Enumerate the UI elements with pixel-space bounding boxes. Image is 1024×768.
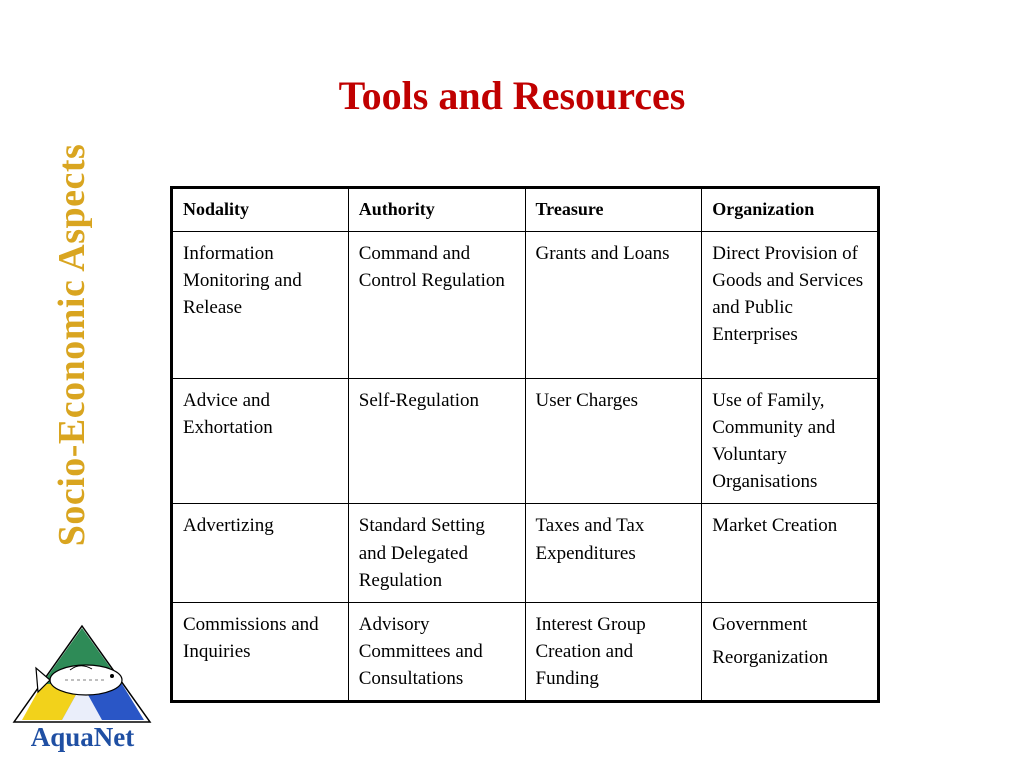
table-cell: Information Monitoring and Release [172,231,349,378]
logo-text: AquaNet [30,722,135,752]
side-title-container [48,100,96,590]
table-row [172,504,879,602]
aquanet-logo-icon [10,622,155,727]
side-title: Socio-Economic Aspects [51,143,93,547]
table-cell: Self-Regulation [348,378,525,504]
table-row [172,378,879,504]
table-cell-line: Reorganization [712,646,828,668]
table-row [172,602,879,701]
header-organization: Organization [702,188,879,232]
header-nodality: Nodality [172,188,349,232]
header-authority: Authority [348,188,525,232]
table-cell: Market Creation [702,504,879,602]
table-cell: Taxes and Tax Expenditures [525,504,702,602]
tools-table [170,186,880,703]
table-cell: User Charges [525,378,702,504]
table-cell: Interest Group Creation and Funding [525,602,702,701]
aquanet-logo [10,622,155,762]
table-header-row [172,188,879,232]
table-cell: Advice and Exhortation [172,378,349,504]
table-cell: Advisory Committees and Consultations [348,602,525,701]
table-row [172,231,879,378]
table-cell: Use of Family, Community and Voluntary Organisations [702,378,879,504]
table-cell: Commissions and Inquiries [172,602,349,701]
slide-title: Tools and Resources [338,73,686,118]
table-cell: Grants and Loans [525,231,702,378]
table-cell-line: Government [712,613,808,635]
table-cell [702,602,879,701]
table-cell: Direct Provision of Goods and Services and Public Enterprises [702,231,879,378]
table-cell: Command and Control Regulation [348,231,525,378]
table-cell: Advertizing [172,504,349,602]
table-cell: Standard Setting and Delegated Regulation [348,504,525,602]
header-treasure: Treasure [525,188,702,232]
